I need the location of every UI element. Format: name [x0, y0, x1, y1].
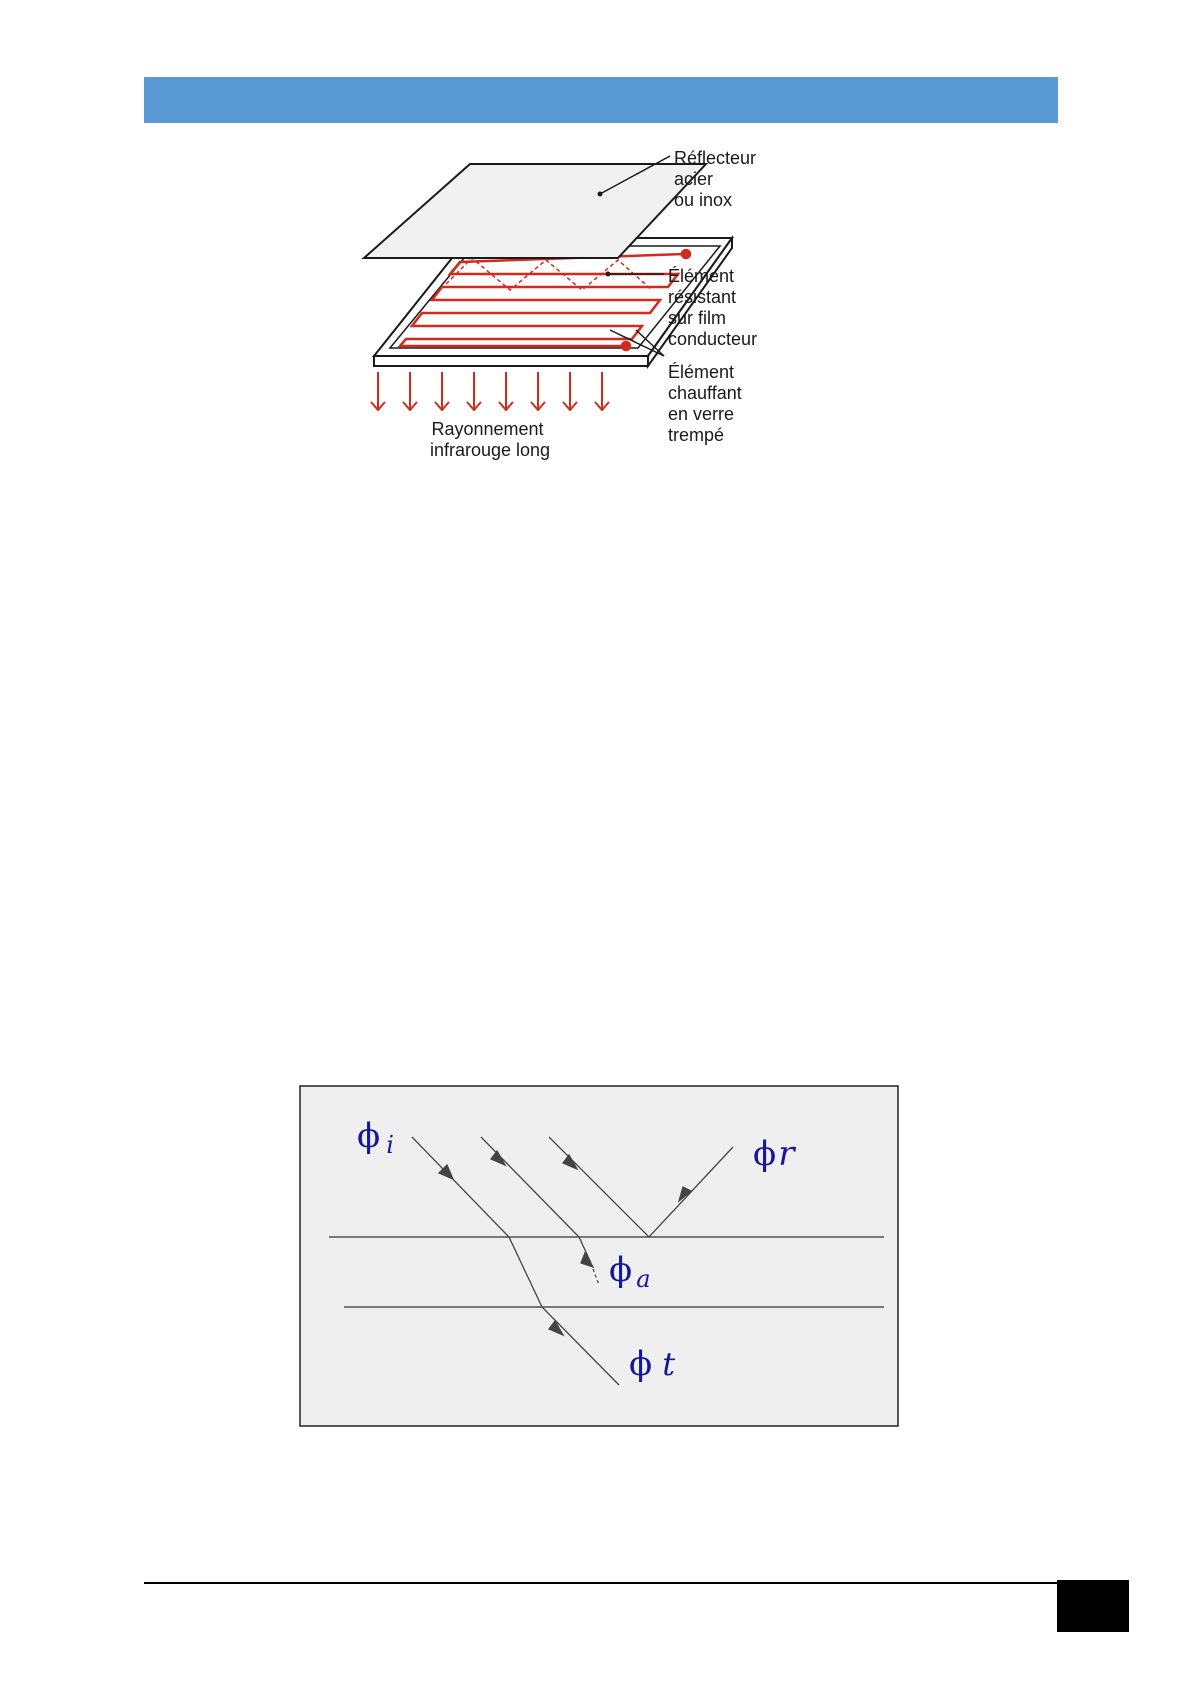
transmitted-flux-label: ϕ t: [629, 1344, 676, 1384]
heating-panel-diagram: [360, 150, 840, 480]
reflector-label: Réflecteur acier ou inox: [674, 150, 757, 210]
infrared-arrow: [467, 372, 481, 410]
absorbed-flux-label: ϕ a: [609, 1250, 651, 1293]
heating-panel-svg: [360, 150, 840, 480]
terminal-dot: [622, 342, 630, 350]
flux-diagram-svg: [299, 1085, 899, 1427]
terminal-dot: [682, 250, 690, 258]
reflector-leader-dot: [598, 192, 603, 197]
footer-rule: [144, 1582, 1057, 1584]
infrared-arrow: [403, 372, 417, 410]
infrared-arrow: [595, 372, 609, 410]
header-band: [144, 77, 1058, 123]
page-number-box: [1057, 1580, 1129, 1632]
incident-flux-label: ϕ i: [357, 1116, 394, 1159]
resistive-label: Élément résistant sur film conducteur: [668, 266, 758, 349]
infrared-arrows: [371, 372, 609, 410]
radiation-label: Rayonnement infrarouge long: [429, 419, 551, 460]
reflected-flux-label: ϕr: [753, 1134, 795, 1174]
infrared-arrow: [499, 372, 513, 410]
resistive-leader-dot: [606, 272, 611, 277]
heating-label: Élément chauffant en verre trempé: [668, 362, 742, 445]
glass-plate-edge-front: [374, 356, 648, 366]
flux-diagram: [299, 1085, 899, 1427]
infrared-arrow: [563, 372, 577, 410]
infrared-arrow: [531, 372, 545, 410]
infrared-arrow: [371, 372, 385, 410]
infrared-arrow: [435, 372, 449, 410]
